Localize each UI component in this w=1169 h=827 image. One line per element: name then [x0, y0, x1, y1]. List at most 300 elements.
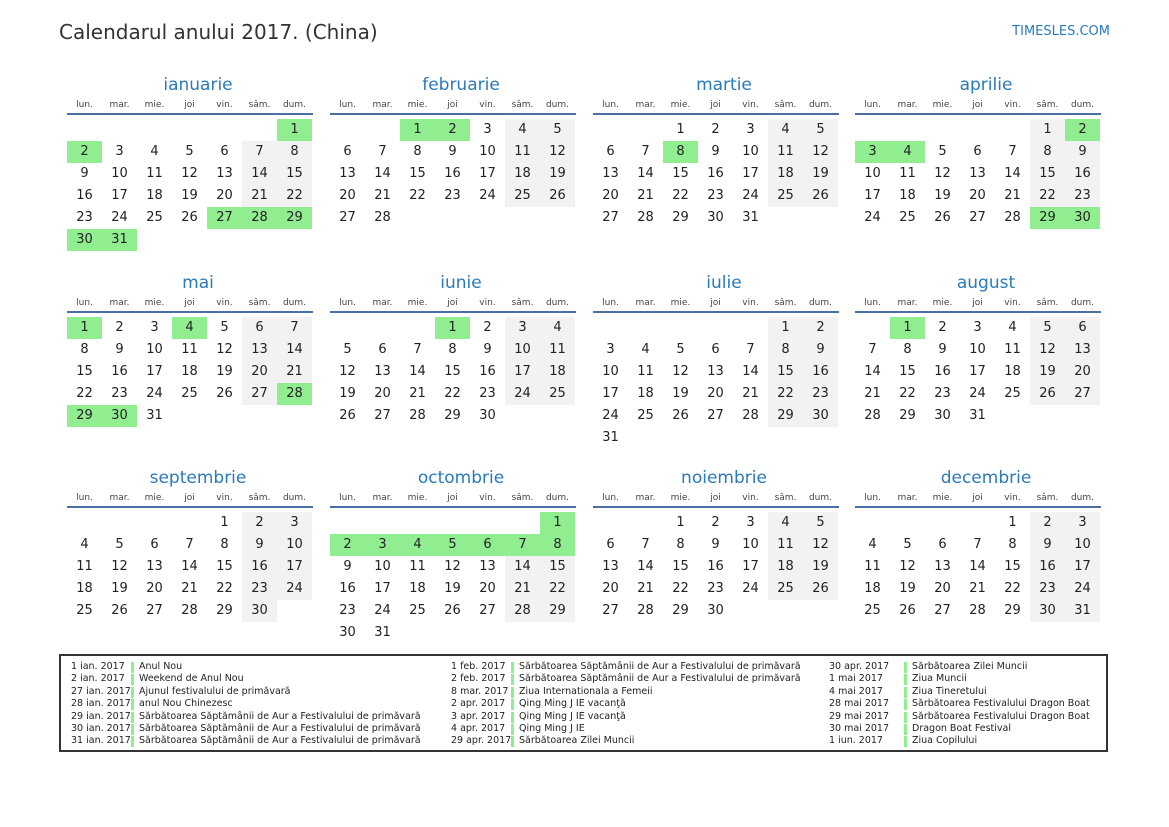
day-cell: 22 — [409, 188, 426, 203]
month-name: septembrie — [149, 468, 247, 488]
legend-date: 28 ian. 2017 — [71, 698, 131, 710]
day-cell: 17 — [479, 166, 496, 181]
legend-marker — [511, 724, 514, 735]
day-cell: 28 — [637, 210, 654, 225]
legend-row — [71, 711, 421, 723]
month-februarie — [330, 73, 576, 229]
legend-description: Ziua Tineretului — [912, 685, 987, 697]
day-cell: 26 — [181, 210, 198, 225]
day-cell: 2 — [115, 320, 124, 335]
weekday-label: sâm. — [511, 493, 534, 503]
day-cell: 25 — [768, 185, 803, 207]
day-cell: 31 — [742, 210, 759, 225]
day-cell: 4 — [150, 144, 159, 159]
legend-date: 30 ian. 2017 — [71, 722, 131, 734]
day-cell: 14 — [409, 364, 426, 379]
legend-row — [829, 735, 1090, 747]
weekday-label: mar. — [109, 298, 130, 308]
legend-date: 2 apr. 2017 — [451, 698, 506, 710]
day-cell: 10 — [742, 537, 759, 552]
weekday-label: lun. — [76, 493, 93, 503]
day-cell: 14 — [864, 364, 881, 379]
day-cell: 6 — [938, 537, 947, 552]
day-cell: 2 — [483, 320, 492, 335]
day-cell: 21 — [637, 188, 654, 203]
day-cell: 25 — [146, 210, 163, 225]
day-cell: 6 — [606, 144, 615, 159]
day-cell: 17 — [969, 364, 986, 379]
day-cell: 15 — [768, 361, 803, 383]
legend-row — [71, 686, 421, 698]
day-cell: 10 — [111, 166, 128, 181]
weekday-header — [593, 295, 839, 313]
month-name: martie — [696, 75, 752, 95]
day-cell: 16 — [444, 166, 461, 181]
day-cell: 25 — [637, 408, 654, 423]
day-cell: 2 — [435, 119, 470, 141]
day-cell: 9 — [80, 166, 89, 181]
day-cell: 18 — [540, 361, 575, 383]
day-cell: 14 — [1004, 166, 1021, 181]
month-name: februarie — [422, 75, 500, 95]
day-cell: 6 — [973, 144, 982, 159]
weekday-label: joi — [447, 100, 458, 110]
day-cell: 9 — [711, 537, 720, 552]
legend-row — [451, 723, 801, 735]
month-iunie — [330, 271, 576, 427]
day-cell: 15 — [1030, 163, 1065, 185]
day-cell: 1 — [1008, 515, 1017, 530]
day-cell: 4 — [505, 119, 540, 141]
day-grid — [593, 508, 839, 622]
legend-marker — [131, 724, 134, 735]
day-cell: 7 — [242, 141, 277, 163]
day-cell: 19 — [181, 188, 198, 203]
day-cell: 21 — [637, 581, 654, 596]
day-cell: 9 — [343, 559, 352, 574]
legend-description: Sărbătoarea Festivalului Dragon Boat — [912, 710, 1090, 722]
legend-row — [829, 686, 1090, 698]
day-cell: 28 — [374, 210, 391, 225]
day-cell: 9 — [1065, 141, 1100, 163]
day-cell: 31 — [969, 408, 986, 423]
day-cell: 29 — [444, 408, 461, 423]
day-cell: 21 — [505, 578, 540, 600]
legend-marker — [131, 736, 134, 747]
day-cell: 16 — [803, 361, 838, 383]
weekday-label: joi — [972, 100, 983, 110]
day-cell: 4 — [890, 141, 925, 163]
day-cell: 13 — [602, 166, 619, 181]
legend-row — [451, 711, 801, 723]
day-cell: 2 — [711, 122, 720, 137]
day-cell: 23 — [111, 386, 128, 401]
legend-date: 1 ian. 2017 — [71, 661, 125, 672]
weekday-label: lun. — [602, 493, 619, 503]
month-name: iunie — [440, 273, 482, 293]
day-cell: 15 — [444, 364, 461, 379]
day-cell: 7 — [641, 144, 650, 159]
legend-date: 27 ian. 2017 — [71, 685, 131, 697]
day-cell: 28 — [1004, 210, 1021, 225]
weekday-header — [593, 490, 839, 508]
day-cell: 9 — [448, 144, 457, 159]
legend-date: 30 apr. 2017 — [829, 661, 890, 672]
day-cell: 30 — [339, 625, 356, 640]
day-cell: 8 — [1008, 537, 1017, 552]
day-cell: 26 — [216, 386, 233, 401]
month-name: ianuarie — [163, 75, 233, 95]
day-cell: 31 — [102, 229, 137, 251]
day-cell: 22 — [540, 578, 575, 600]
day-cell: 5 — [803, 119, 838, 141]
legend-date: 8 mar. 2017 — [451, 685, 509, 697]
legend-row — [451, 661, 801, 673]
day-cell: 13 — [934, 559, 951, 574]
weekday-label: lun. — [339, 493, 356, 503]
day-cell: 10 — [146, 342, 163, 357]
weekday-label: dum. — [808, 298, 833, 308]
day-cell: 4 — [768, 512, 803, 534]
day-cell: 5 — [115, 537, 124, 552]
day-cell: 4 — [400, 534, 435, 556]
day-cell: 14 — [505, 556, 540, 578]
legend-description: Ajunul festivalului de primăvară — [139, 685, 291, 697]
legend-description: Dragon Boat Festival — [912, 722, 1012, 734]
day-cell: 4 — [80, 537, 89, 552]
weekday-label: lun. — [602, 298, 619, 308]
legend-row — [71, 661, 421, 673]
page-title: Calendarul anului 2017. (China) — [59, 20, 378, 44]
weekday-label: sâm. — [511, 100, 534, 110]
day-cell: 27 — [479, 603, 496, 618]
month-august — [855, 271, 1101, 427]
weekday-label: joi — [184, 298, 195, 308]
day-grid — [330, 313, 576, 427]
day-cell: 21 — [242, 185, 277, 207]
day-cell: 8 — [768, 339, 803, 361]
weekday-label: dum. — [1070, 493, 1095, 503]
weekday-label: lun. — [339, 100, 356, 110]
legend-description: Anul Nou — [139, 661, 183, 672]
legend-row — [829, 661, 1090, 673]
day-cell: 6 — [343, 144, 352, 159]
day-cell: 12 — [803, 141, 838, 163]
weekday-label: lun. — [602, 100, 619, 110]
day-cell: 22 — [672, 581, 689, 596]
legend-marker — [131, 687, 134, 698]
day-cell: 7 — [277, 317, 312, 339]
day-cell: 9 — [115, 342, 124, 357]
day-cell: 22 — [1030, 185, 1065, 207]
day-cell: 15 — [1004, 559, 1021, 574]
day-cell: 29 — [672, 210, 689, 225]
weekday-label: vin. — [216, 298, 233, 308]
day-cell: 12 — [540, 141, 575, 163]
weekday-label: joi — [184, 493, 195, 503]
day-cell: 27 — [1065, 383, 1100, 405]
legend-row — [829, 673, 1090, 685]
legend-date: 29 apr. 2017 — [451, 735, 512, 747]
legend-column — [71, 661, 421, 748]
weekday-header — [67, 97, 313, 115]
month-septembrie — [67, 466, 313, 622]
day-cell: 6 — [470, 534, 505, 556]
weekday-label: vin. — [1004, 298, 1021, 308]
day-cell: 10 — [374, 559, 391, 574]
day-cell: 18 — [768, 556, 803, 578]
day-cell: 1 — [890, 317, 925, 339]
day-cell: 12 — [181, 166, 198, 181]
day-cell: 20 — [969, 188, 986, 203]
day-cell: 23 — [707, 581, 724, 596]
day-grid — [330, 115, 576, 229]
legend-marker — [904, 699, 907, 710]
day-cell: 3 — [746, 515, 755, 530]
day-cell: 16 — [76, 188, 93, 203]
legend-marker — [904, 674, 907, 685]
weekday-label: mar. — [897, 298, 918, 308]
weekday-label: vin. — [479, 100, 496, 110]
legend-marker — [904, 724, 907, 735]
legend-date: 4 apr. 2017 — [451, 722, 506, 734]
day-cell: 3 — [746, 122, 755, 137]
month-decembrie — [855, 466, 1101, 622]
day-cell: 23 — [339, 603, 356, 618]
weekday-label: dum. — [1070, 298, 1095, 308]
day-cell: 18 — [768, 163, 803, 185]
month-ianuarie — [67, 73, 313, 251]
weekday-label: sâm. — [1036, 100, 1059, 110]
day-cell: 31 — [374, 625, 391, 640]
day-cell: 6 — [242, 317, 277, 339]
day-cell: 5 — [540, 119, 575, 141]
weekday-label: lun. — [864, 493, 881, 503]
legend-date: 2 ian. 2017 — [71, 673, 125, 685]
legend-description: Qing Ming J IE vacanţă — [519, 698, 626, 710]
legend-marker — [131, 699, 134, 710]
day-cell: 17 — [146, 364, 163, 379]
day-cell: 17 — [742, 559, 759, 574]
day-cell: 27 — [707, 408, 724, 423]
day-cell: 10 — [969, 342, 986, 357]
day-cell: 26 — [444, 603, 461, 618]
day-cell: 9 — [1030, 534, 1065, 556]
day-cell: 27 — [207, 207, 242, 229]
day-cell: 1 — [435, 317, 470, 339]
day-cell: 23 — [934, 386, 951, 401]
day-cell: 24 — [111, 210, 128, 225]
day-cell: 28 — [409, 408, 426, 423]
day-cell: 5 — [1030, 317, 1065, 339]
weekday-header — [330, 490, 576, 508]
day-cell: 20 — [242, 361, 277, 383]
day-cell: 6 — [220, 144, 229, 159]
weekday-label: sâm. — [248, 100, 271, 110]
weekday-label: joi — [972, 493, 983, 503]
legend-description: Weekend de Anul Nou — [139, 673, 244, 685]
day-cell: 23 — [479, 386, 496, 401]
day-cell: 17 — [277, 556, 312, 578]
day-cell: 21 — [742, 386, 759, 401]
month-name: decembrie — [940, 468, 1032, 488]
day-cell: 27 — [934, 603, 951, 618]
legend-description: Sărbătoarea Săptămânii de Aur a Festivalului de primăvară — [519, 661, 801, 672]
day-cell: 30 — [1065, 207, 1100, 229]
day-cell: 25 — [1004, 386, 1021, 401]
day-cell: 1 — [676, 515, 685, 530]
day-cell: 15 — [76, 364, 93, 379]
weekday-label: mie. — [144, 298, 165, 308]
day-cell: 28 — [742, 408, 759, 423]
weekday-label: mar. — [635, 493, 656, 503]
day-cell: 15 — [540, 556, 575, 578]
day-cell: 11 — [409, 559, 426, 574]
weekday-label: sâm. — [774, 298, 797, 308]
day-cell: 21 — [1004, 188, 1021, 203]
day-cell: 19 — [444, 581, 461, 596]
legend-row — [451, 686, 801, 698]
weekday-label: lun. — [76, 100, 93, 110]
day-cell: 13 — [1065, 339, 1100, 361]
day-cell: 14 — [374, 166, 391, 181]
day-cell: 7 — [505, 534, 540, 556]
legend-row — [71, 735, 421, 747]
weekday-header — [855, 295, 1101, 313]
day-cell: 10 — [602, 364, 619, 379]
day-cell: 13 — [339, 166, 356, 181]
legend-row — [71, 673, 421, 685]
weekday-label: joi — [447, 493, 458, 503]
legend-description: Sărbătoarea Zilei Muncii — [912, 661, 1028, 672]
day-cell: 20 — [707, 386, 724, 401]
day-cell: 15 — [277, 163, 312, 185]
day-cell: 1 — [400, 119, 435, 141]
day-cell: 10 — [742, 144, 759, 159]
day-cell: 19 — [216, 364, 233, 379]
day-cell: 26 — [339, 408, 356, 423]
weekday-label: mie. — [670, 493, 691, 503]
legend-date: 1 mai 2017 — [829, 673, 883, 685]
day-cell: 1 — [540, 512, 575, 534]
day-cell: 29 — [277, 207, 312, 229]
day-cell: 1 — [67, 317, 102, 339]
day-cell: 9 — [483, 342, 492, 357]
day-cell: 29 — [1004, 603, 1021, 618]
day-cell: 2 — [67, 141, 102, 163]
day-cell: 20 — [602, 581, 619, 596]
weekday-header — [855, 97, 1101, 115]
day-cell: 11 — [1004, 342, 1021, 357]
day-cell: 24 — [505, 383, 540, 405]
day-cell: 23 — [1065, 185, 1100, 207]
holiday-legend — [59, 654, 1108, 752]
day-cell: 5 — [903, 537, 912, 552]
day-cell: 25 — [540, 383, 575, 405]
weekday-label: sâm. — [248, 493, 271, 503]
weekday-label: joi — [710, 493, 721, 503]
legend-row — [451, 735, 801, 747]
day-cell: 16 — [111, 364, 128, 379]
day-cell: 27 — [969, 210, 986, 225]
day-cell: 6 — [150, 537, 159, 552]
weekday-label: mar. — [635, 298, 656, 308]
legend-row — [829, 723, 1090, 735]
month-name: iulie — [706, 273, 742, 293]
day-cell: 10 — [277, 534, 312, 556]
day-cell: 12 — [934, 166, 951, 181]
weekday-label: dum. — [545, 100, 570, 110]
day-cell: 20 — [339, 188, 356, 203]
day-cell: 14 — [277, 339, 312, 361]
day-cell: 11 — [146, 166, 163, 181]
month-aprilie — [855, 73, 1101, 229]
day-cell: 17 — [1065, 556, 1100, 578]
site-link[interactable]: TIMESLES.COM — [1012, 24, 1110, 39]
day-cell: 21 — [277, 361, 312, 383]
day-cell: 2 — [1065, 119, 1100, 141]
day-cell: 1 — [277, 119, 312, 141]
day-cell: 9 — [242, 534, 277, 556]
day-cell: 21 — [969, 581, 986, 596]
day-cell: 18 — [505, 163, 540, 185]
day-cell: 26 — [540, 185, 575, 207]
day-cell: 15 — [672, 166, 689, 181]
day-cell: 17 — [742, 166, 759, 181]
day-cell: 8 — [1030, 141, 1065, 163]
weekday-label: vin. — [1004, 100, 1021, 110]
legend-description: Sărbătoarea Festivalului Dragon Boat — [912, 698, 1090, 710]
weekday-label: sâm. — [511, 298, 534, 308]
day-cell: 8 — [676, 537, 685, 552]
legend-date: 1 feb. 2017 — [451, 661, 506, 672]
day-cell: 16 — [1065, 163, 1100, 185]
day-cell: 9 — [803, 339, 838, 361]
day-cell: 4 — [641, 342, 650, 357]
day-cell: 8 — [448, 342, 457, 357]
weekday-label: mie. — [407, 493, 428, 503]
day-cell: 24 — [864, 210, 881, 225]
day-cell: 11 — [181, 342, 198, 357]
day-cell: 28 — [242, 207, 277, 229]
day-cell: 11 — [768, 141, 803, 163]
weekday-label: joi — [447, 298, 458, 308]
weekday-label: dum. — [1070, 100, 1095, 110]
day-cell: 16 — [479, 364, 496, 379]
day-cell: 25 — [768, 578, 803, 600]
day-cell: 21 — [181, 581, 198, 596]
legend-date: 31 ian. 2017 — [71, 735, 131, 747]
weekday-label: vin. — [479, 493, 496, 503]
day-cell: 22 — [672, 188, 689, 203]
day-cell: 26 — [899, 603, 916, 618]
day-cell: 2 — [938, 320, 947, 335]
day-cell: 5 — [185, 144, 194, 159]
day-cell: 8 — [540, 534, 575, 556]
legend-description: Qing Ming J IE vacanţă — [519, 710, 626, 722]
legend-row — [829, 711, 1090, 723]
day-cell: 8 — [663, 141, 698, 163]
day-cell: 17 — [864, 188, 881, 203]
day-cell: 10 — [864, 166, 881, 181]
day-cell: 3 — [1065, 512, 1100, 534]
weekday-label: mie. — [932, 493, 953, 503]
legend-description: Sărbătoarea Săptămânii de Aur a Festivalului de primăvară — [519, 673, 801, 685]
day-cell: 7 — [413, 342, 422, 357]
day-cell: 13 — [242, 339, 277, 361]
day-cell: 15 — [672, 559, 689, 574]
weekday-label: mie. — [407, 100, 428, 110]
